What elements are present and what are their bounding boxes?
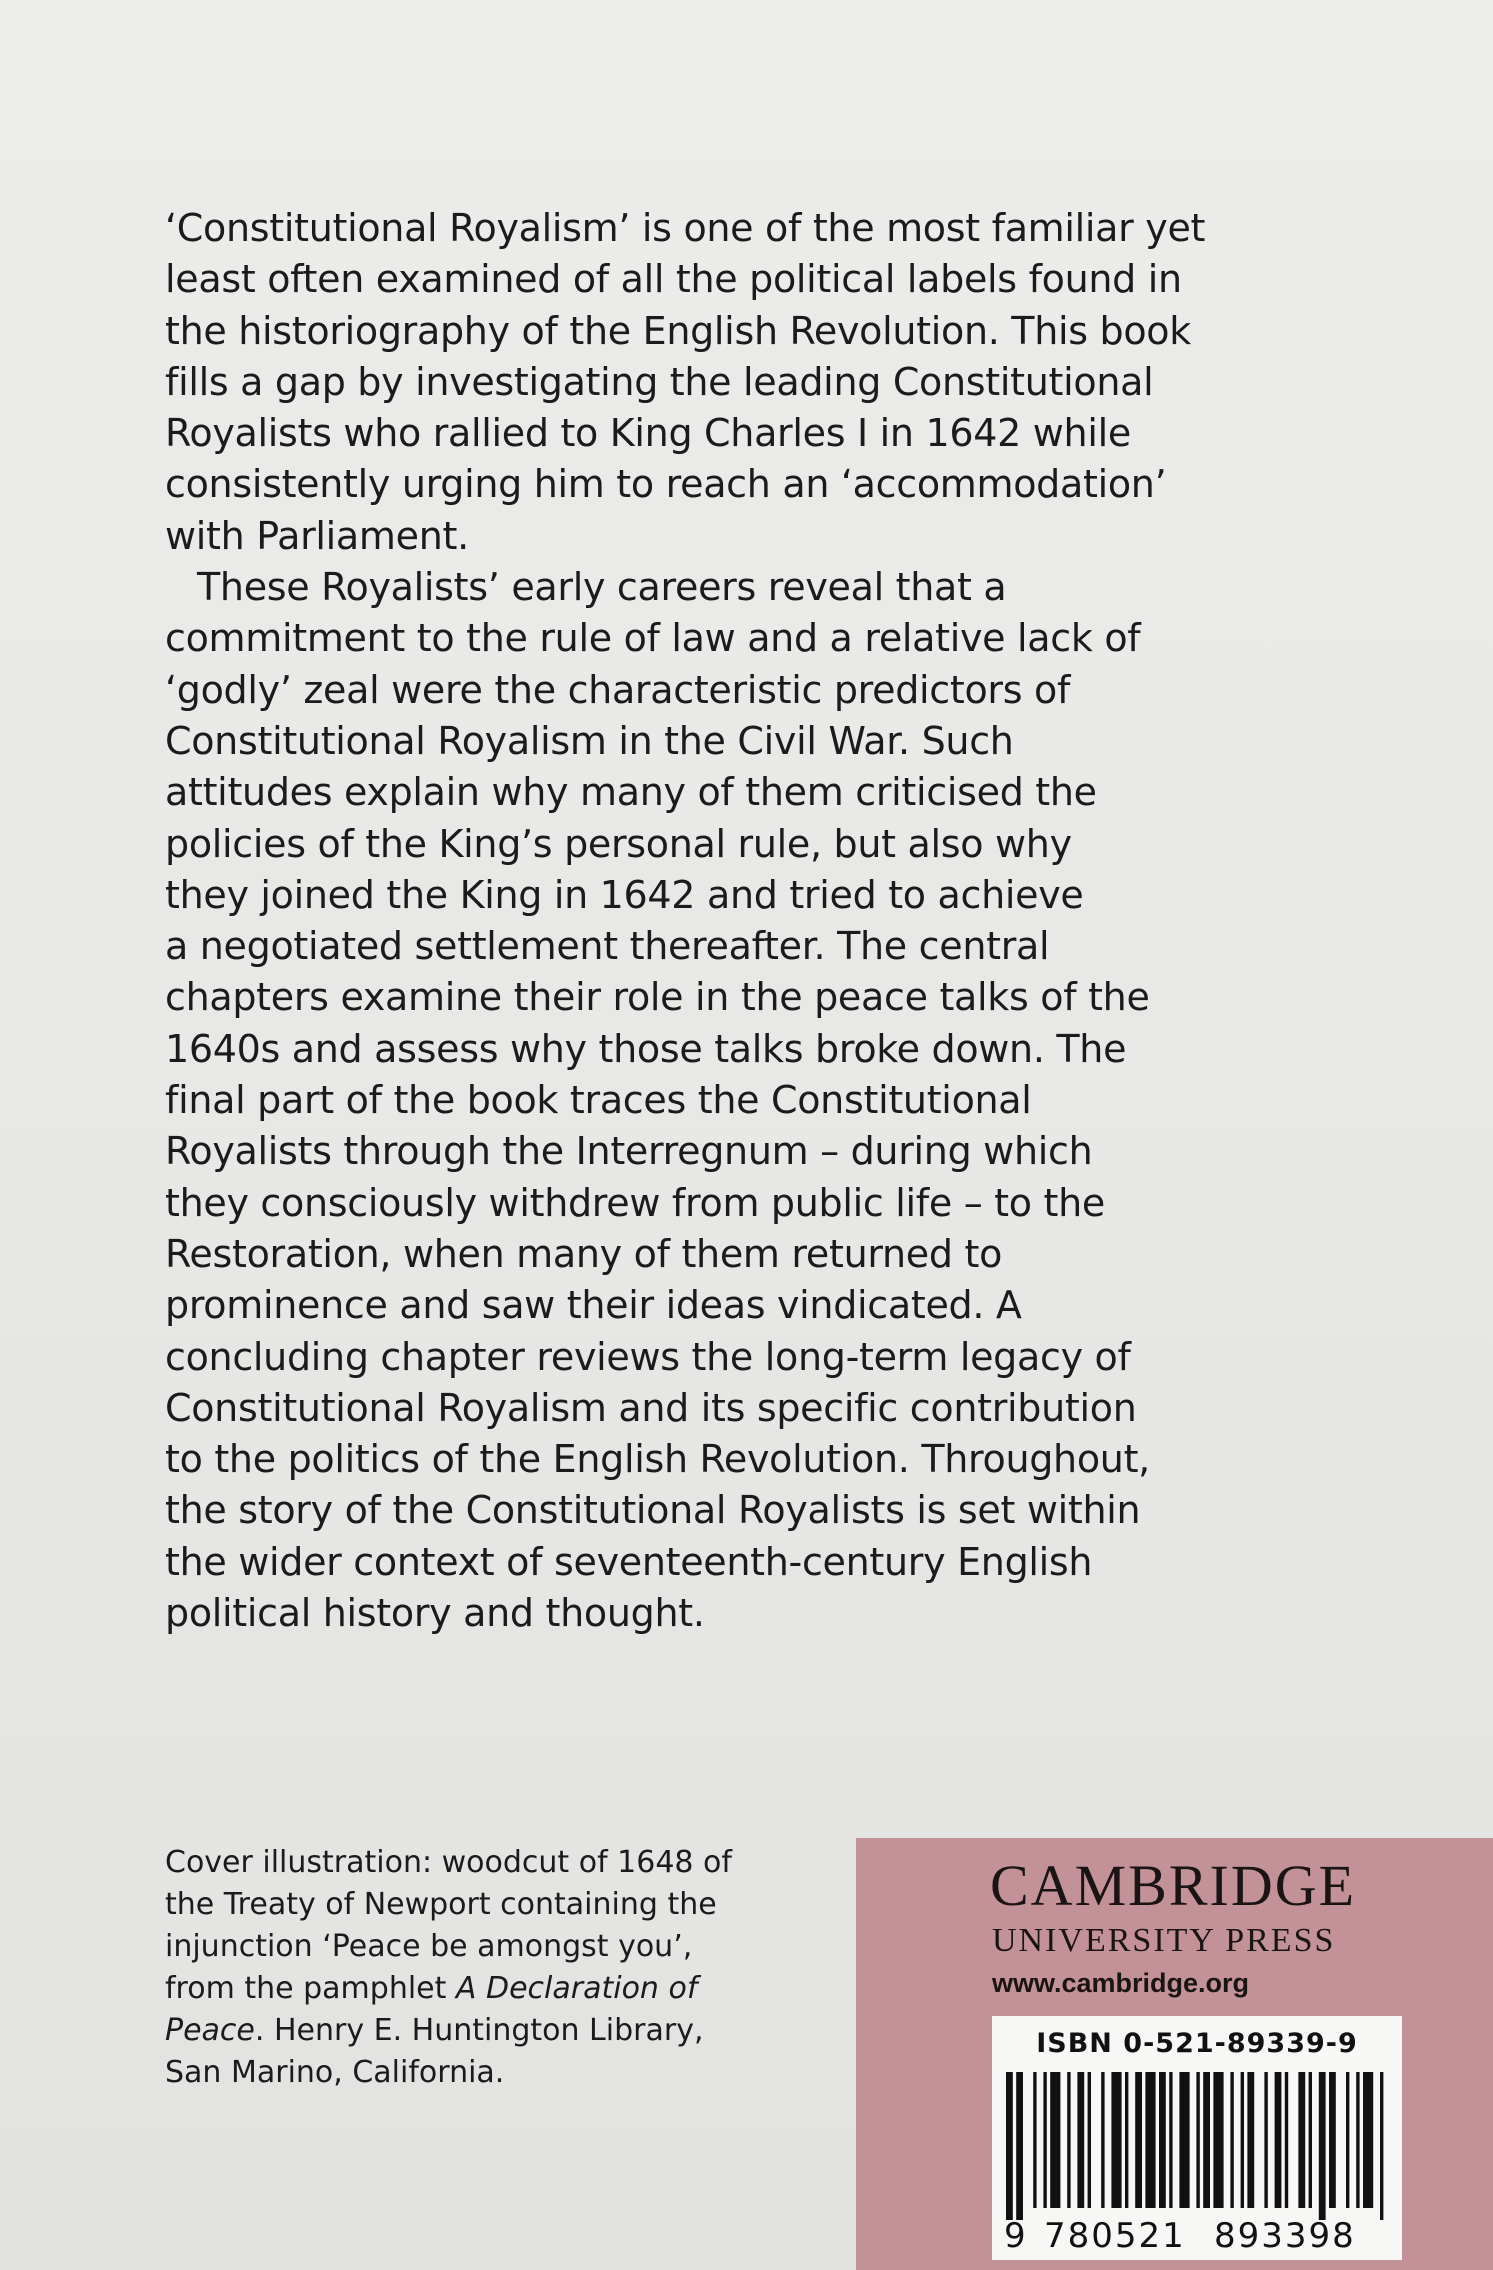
barcode-label [992, 2016, 1402, 2260]
caption-pamphlet-title: A Declaration of Peace [165, 1971, 698, 2048]
publisher-url: www.cambridge.org [992, 1968, 1250, 1998]
publisher-panel [856, 1838, 1493, 2270]
publisher-subname: UNIVERSITY PRESS [992, 1922, 1336, 1959]
ean-left-digits: 780521 [1044, 2216, 1186, 2256]
caption-text-2: . Henry E. Huntington Library, San Marino, California. [165, 2013, 704, 2090]
ean-right-digits: 893398 [1214, 2216, 1356, 2256]
barcode-bars [1006, 2072, 1388, 2220]
publisher-name: CAMBRIDGE [990, 1853, 1357, 1918]
cover-illustration-caption [165, 1842, 805, 2094]
ean-first-digit: 9 [1004, 2216, 1026, 2256]
blurb-paragraph-1: ‘Constitutional Royalism’ is one of the most familiar yet least often examined of all the political labels found in the historiography of the English Revolution. This book fills a gap by investigating the leading Constitutional Royalists who rallied to King Charles I in 1642 while consistently urging him to reach an ‘accommodation’ with Parliament. [165, 206, 1206, 558]
caption-text-1: Cover illustration: woodcut of 1648 of the Treaty of Newport containing the injunction ‘Peace be amongst you’, from the pamphlet [165, 1845, 732, 2006]
cover-blurb [165, 203, 1345, 1639]
isbn-text: ISBN 0-521-89339-9 [1036, 2028, 1358, 2059]
blurb-paragraph-2: These Royalists’ early careers reveal that a commitment to the rule of law and a relative lack of ‘godly’ zeal were the characteristic predictors of Constitutional Royalism in the Civil War. Such attitudes explain why many of them criticised the policies of the King’s personal rule, but also why they joined the King in 1642 and tried to achieve a negotiated settlement thereafter. The central chapters examine their role in the peace talks of the 1640s and assess why those talks broke down. The final part of the book traces the Constitutional Royalists through the Interregnum – during which they consciously withdrew from public life – to the Restoration, when many of them returned to prominence and saw their ideas vindicated. A concluding chapter reviews the long-term legacy of Constitutional Royalism and its specific contribution to the politics of the English Revolution. Throughout, the story of the Constitutional Royalists is set within the wider context of seventeenth-century English political history and thought. [165, 565, 1150, 1636]
